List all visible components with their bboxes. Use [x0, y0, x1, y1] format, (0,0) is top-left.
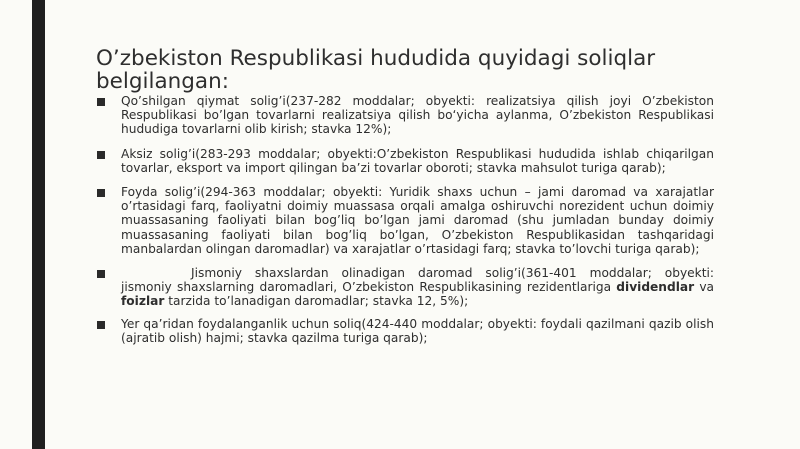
list-item-text-after: tarzida to’lanadigan daromadlar; stavka 12, 5%);: [164, 294, 469, 309]
square-bullet-icon: [97, 189, 105, 197]
list-item-text: Qo’shilgan qiymat solig’i(237-282 moddalar; obyekti: realizatsiya qilish joyi O’zbekiston Respublikasi bo’lgan tovarlarni realizatsiya qilish bo‘yicha aylanma, O’zbekiston Respublikasi hududiga tovarlarni olib kirish; stavka 12%);: [121, 94, 714, 137]
list-item-income-tax: [96, 266, 714, 309]
square-bullet-icon: [97, 321, 105, 329]
list-item-excise: [96, 147, 714, 175]
list-item-vat: [96, 94, 714, 137]
bold-term-interest: foizlar: [121, 294, 165, 309]
list-item-text: Aksiz solig’i(283-293 moddalar; obyekti:O’zbekiston Respublikasi hududida ishlab chiqarilgan tovarlar, eksport va import qilingan ba’zi tovarlar oboroti; stavka mahsulot turiga qarab);: [121, 146, 714, 175]
list-item-text-mid: va: [694, 280, 714, 295]
tax-list: [96, 94, 714, 355]
list-item-profit-tax: [96, 185, 714, 256]
list-item-subsoil-tax: [96, 317, 714, 345]
left-accent-bar: [32, 0, 45, 449]
list-item-text: Yer qa’ridan foydalanganlik uchun soliq(424-440 moddalar; obyekti: foydali qazilmani qazib olish (ajratib olish) hajmi; stavka qazilma turiga qarab);: [121, 316, 714, 345]
square-bullet-icon: [97, 151, 105, 159]
bold-term-dividends: dividendlar: [616, 280, 695, 295]
square-bullet-icon: [97, 270, 105, 278]
list-item-text: Foyda solig’i(294-363 moddalar; obyekti: Yuridik shaxs uchun – jami daromad va xarajatlar o’rtasidagi farq, faoliyatni doimiy muassasa orqali amalga oshiruvchi norezident uchun doimiy muassasaning faoliyati bilan bog’liq bo’lgan jami daromad (shu jumladan bunday doimiy muassasaning faoliyati bilan bog’liq bo’lgan, O’zbekiston Respublikasidan tashqaridagi manbalardan olingan daromadlar) va xarajatlar o’rtasidagi farq; stavka to’lovchi turiga qarab);: [121, 185, 714, 256]
square-bullet-icon: [97, 98, 105, 106]
list-item-text: Jismoniy shaxslardan olinadigan daromad solig’i(361-401 moddalar; obyekti: jismoniy shaxslarning daromadlari, O’zbekiston Respublikasining rezidentlariga: [121, 266, 714, 295]
slide-title: O’zbekiston Respublikasi hududida quyidagi soliqlar belgilangan:: [96, 46, 656, 94]
